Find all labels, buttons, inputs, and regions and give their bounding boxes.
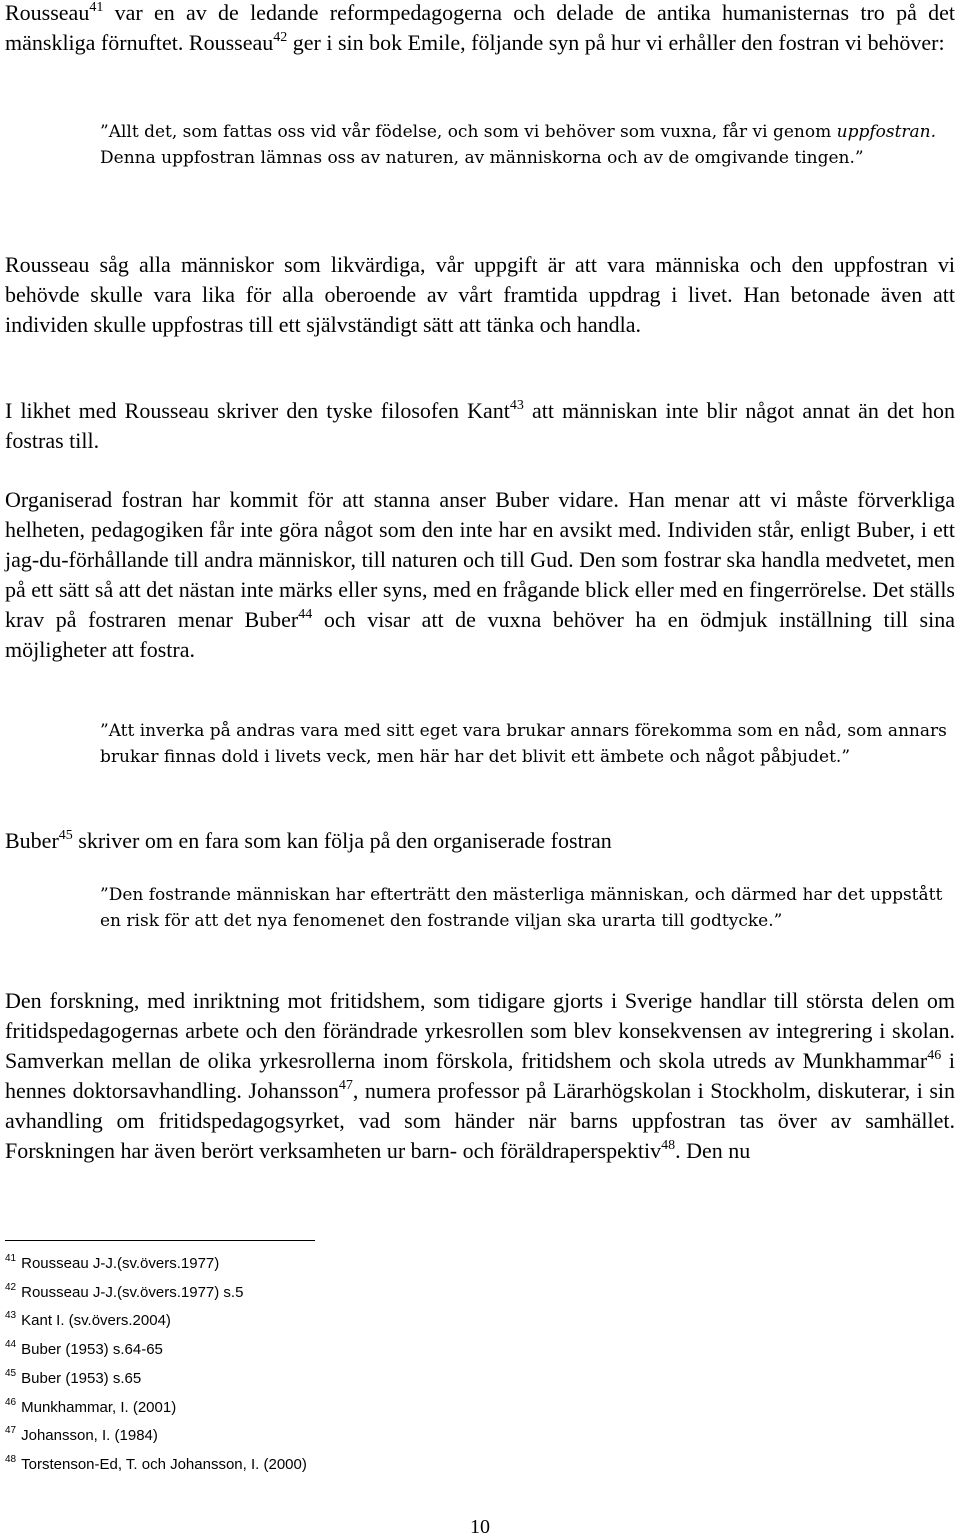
block-quote-buber-grace [100, 718, 958, 770]
footnote-text: Rousseau J-J.(sv.övers.1977) s.5 [21, 1283, 244, 1301]
quote-line [100, 119, 958, 145]
text-run: och visar att de vuxna behöver ha en ödmjuk inställning till sina möjligheter att fostra. [5, 607, 955, 662]
footnote-item [5, 1365, 505, 1394]
text-run: i hennes doktorsavhandling. Johansson [5, 1048, 955, 1103]
quote-text: Den fostrande människan har efterträtt den mästerliga människan, och därmed har det uppstått en risk för att det nya fenomenet den fostrande viljan ska urarta till godtycke. [100, 885, 943, 931]
footnote-ref-47[interactable]: 47 [338, 1078, 353, 1093]
paragraph-buber-danger [5, 826, 955, 856]
footnote-text: Torstenson-Ed, T. och Johansson, I. (2000) [21, 1455, 307, 1473]
text-run: Rousseau [5, 0, 90, 25]
open-quote-mark: ” [100, 122, 109, 142]
paragraph-rousseau-equality: Rousseau såg alla människor som likvärdiga, vår uppgift är att vara människa och den uppfostran vi behövde skulle vara lika för alla oberoende av vårt framtida uppdrag i livet. Han betonade även att individen skulle uppfostras till ett självständigt sätt att tänka och handla. [5, 252, 955, 337]
text-run: Buber [5, 828, 59, 853]
footnote-number: 47 [5, 1425, 17, 1437]
quote-text: Allt det, som fattas oss vid vår födelse, och som vi behöver som vuxna, får vi genom [108, 122, 837, 142]
text-run: var en av de ledande reformpedagogerna och delade de antika humanisternas tro på det mänskliga förnuftet. Rousseau [5, 0, 955, 55]
footnote-item [5, 1394, 505, 1423]
open-quote-mark: ” [100, 721, 109, 741]
open-quote-mark: ” [100, 885, 109, 905]
footnote-text: Kant I. (sv.övers.2004) [21, 1312, 171, 1330]
footnote-ref-42[interactable]: 42 [273, 30, 288, 45]
footnote-number: 48 [5, 1453, 17, 1465]
text-run: . Den nu [675, 1138, 751, 1163]
footnote-list [5, 1250, 505, 1480]
footnote-item [5, 1451, 505, 1480]
block-quote-emile [100, 119, 958, 171]
footnote-item [5, 1279, 505, 1308]
footnote-ref-44[interactable]: 44 [298, 607, 313, 622]
footnote-number: 46 [5, 1396, 17, 1408]
footnote-number: 41 [5, 1253, 17, 1264]
footnote-item [5, 1307, 505, 1336]
footnote-text: Buber (1953) s.65 [21, 1369, 142, 1387]
footnote-text: Munkhammar, I. (2001) [21, 1398, 177, 1416]
close-quote-mark: ” [854, 148, 864, 168]
text-run: , numera professor på Lärarhögskolan i Stockholm, diskuterar, i sin avhandling om fritidspedagogsyrket, vad som händer när barns uppfostran tas över av samhället. Forskningen har även berört verksamheten ur barn- och föräldraperspektiv [5, 1078, 956, 1163]
footnote-number: 43 [5, 1310, 17, 1322]
footnote-number: 42 [5, 1281, 17, 1293]
page-number: 10 [470, 1516, 490, 1538]
footnote-divider [5, 1240, 315, 1241]
footnote-ref-46[interactable]: 46 [927, 1048, 942, 1063]
text-run: Den forskning, med inriktning mot fritidshem, som tidigare gjorts i Sverige handlar till största delen om fritidspedagogernas arbete och den förändrade yrkesrollen som blev konsekvensen av integrering i skolan. Samverkan mellan de olika yrkesrollerna inom förskola, fritidshem och skola utreds av Munkhammar [5, 988, 955, 1073]
quote-text: Denna uppfostran lämnas oss av naturen, av människorna och av de omgivande tingen. [100, 148, 855, 168]
close-quote-mark: ” [841, 747, 851, 767]
footnote-ref-43[interactable]: 43 [509, 398, 524, 413]
footnote-number: 45 [5, 1367, 17, 1379]
footnote-item [5, 1250, 505, 1279]
paragraph-buber-organised [5, 485, 955, 665]
text-run: skriver om en fara som kan följa på den organiserade fostran [72, 828, 612, 853]
quote-line [100, 145, 958, 171]
quote-emphasis: uppfostran. [836, 122, 937, 142]
paragraph-research [5, 986, 955, 1166]
close-quote-mark: ” [773, 911, 783, 931]
paragraph-kant [5, 396, 955, 456]
footnote-ref-41[interactable]: 41 [89, 0, 104, 15]
paragraph-rousseau-intro [5, 0, 955, 58]
footnote-ref-45[interactable]: 45 [58, 828, 73, 843]
footnote-item [5, 1336, 505, 1365]
block-quote-buber-risk [100, 882, 958, 934]
footnote-text: Buber (1953) s.64-65 [21, 1341, 163, 1359]
footnote-ref-48[interactable]: 48 [661, 1138, 676, 1153]
text-run: ger i sin bok Emile, följande syn på hur vi erhåller den fostran vi behöver: [287, 30, 945, 55]
footnote-text: Johansson, I. (1984) [21, 1427, 158, 1445]
text-run: att människan inte blir något annat än det hon fostras till. [5, 398, 955, 453]
quote-text: Att inverka på andras vara med sitt eget vara brukar annars förekomma som en nåd, som annars brukar finnas dold i livets veck, men här har det blivit ett ämbete och något påbjudet. [100, 721, 947, 767]
footnote-text: Rousseau J-J.(sv.övers.1977) [21, 1255, 220, 1272]
footnote-item [5, 1422, 505, 1451]
footnote-number: 44 [5, 1339, 17, 1351]
text-run: Organiserad fostran har kommit för att stanna anser Buber vidare. Han menar att vi måste förverkliga helheten, pedagogiken får inte göra något som den inte har en avsikt med. Individen står, enligt Buber, i ett jag-du-förhållande till andra människor, till naturen och till Gud. Den som fostrar ska handla medvetet, men på ett sätt så att det nästan inte märks eller syns, med en frågande blick eller med en fingerrörelse. Det ställs krav på fostraren menar Buber [5, 487, 955, 632]
text-run: I likhet med Rousseau skriver den tyske filosofen Kant [5, 398, 510, 423]
